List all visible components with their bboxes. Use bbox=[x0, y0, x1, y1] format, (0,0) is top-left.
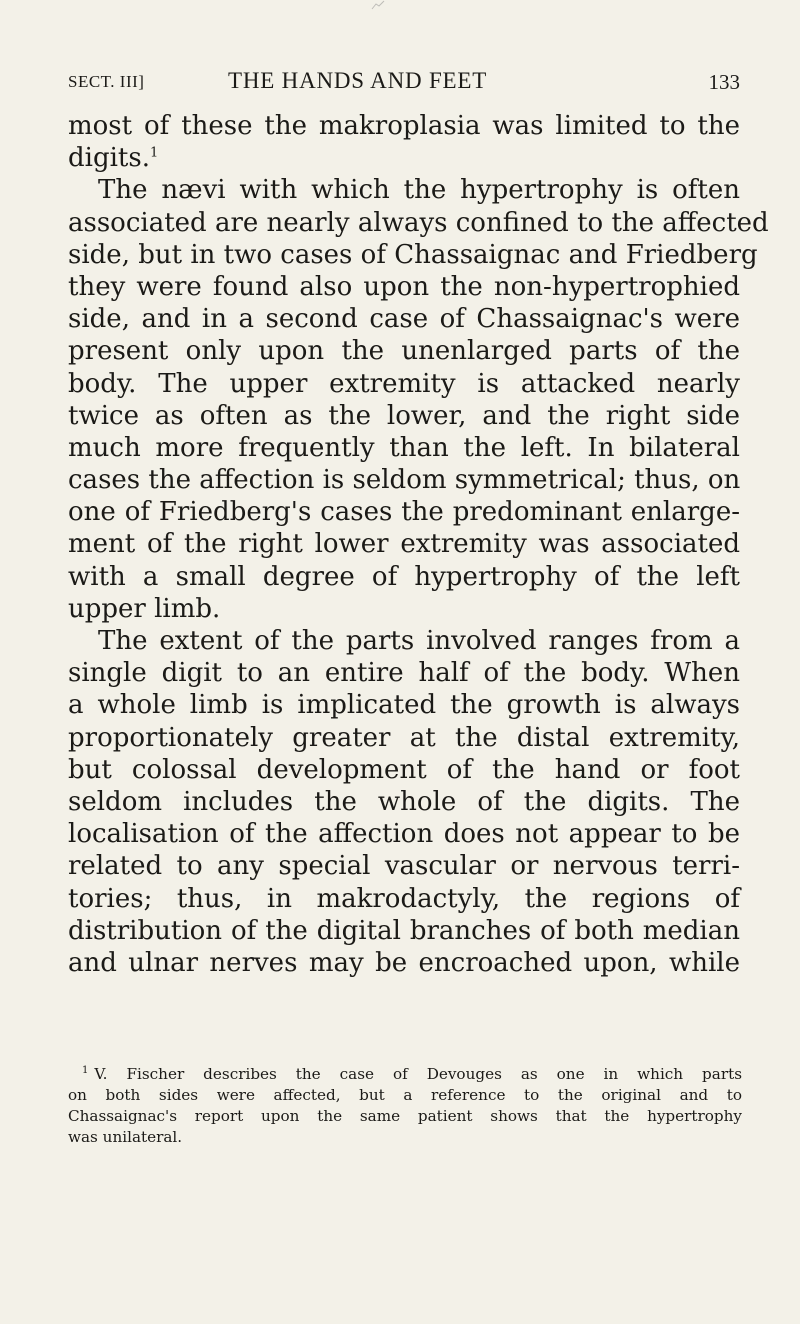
text-line: single digit to an entire half of the body. When bbox=[68, 658, 740, 689]
footnote-marker: 1 bbox=[82, 1064, 89, 1076]
text-line: with a small degree of hypertrophy of the left bbox=[68, 561, 740, 592]
text-line: side, but in two cases of Chassaignac and Friedberg bbox=[68, 239, 758, 270]
body-text bbox=[68, 110, 769, 979]
section-label: SECT. III] bbox=[68, 72, 145, 91]
text-line: they were found also upon the non-hypertrophied bbox=[68, 271, 740, 302]
text-line: distribution of the digital branches of both median bbox=[68, 915, 740, 946]
text-line: ment of the right lower extremity was associated bbox=[68, 529, 740, 560]
text-line: twice as often as the lower, and the right side bbox=[68, 400, 740, 431]
text-line: present only upon the unenlarged parts of the bbox=[68, 336, 740, 367]
text-line: The extent of the parts involved ranges from a bbox=[98, 626, 740, 656]
text-line: cases the affection is seldom symmetrical; thus, on bbox=[68, 465, 741, 496]
text-line: The nævi with which the hypertrophy is often bbox=[98, 175, 740, 206]
footnote-line: was unilateral. bbox=[68, 1128, 183, 1146]
text-line: a whole limb is implicated the growth is always bbox=[68, 690, 740, 721]
footnote-reference: 1 bbox=[149, 145, 159, 161]
text-line bbox=[68, 142, 740, 174]
text-line: localisation of the affection does not appear to be bbox=[68, 819, 740, 850]
ink-speck-mark bbox=[370, 0, 390, 10]
text-line: tories; thus, in makrodactyly, the regions of bbox=[68, 883, 740, 914]
text-line: most of these the makroplasia was limited to the bbox=[68, 111, 740, 141]
text-line: proportionately greater at the distal extremity, bbox=[68, 722, 740, 753]
page-number: 133 bbox=[708, 70, 740, 94]
chapter-title: THE HANDS AND FEET bbox=[228, 68, 488, 93]
footnote-line: on both sides were affected, but a reference to the original and to bbox=[68, 1086, 742, 1104]
text-line: associated are nearly always confined to the affected bbox=[68, 207, 769, 238]
footnote bbox=[68, 1064, 742, 1148]
footnote-line: Chassaignac's report upon the same patient shows that the hypertrophy bbox=[68, 1107, 742, 1125]
text-line: body. The upper extremity is attacked nearly bbox=[68, 368, 740, 399]
text-line: side, and in a second case of Chassaignac's were bbox=[68, 304, 740, 335]
text-line: one of Friedberg's cases the predominant enlarge- bbox=[68, 497, 740, 528]
text-line: related to any special vascular or nervous terri- bbox=[68, 851, 740, 882]
text-segment: digits. bbox=[68, 143, 150, 174]
text-line: and ulnar nerves may be encroached upon, while bbox=[68, 947, 740, 978]
footnote-line bbox=[68, 1064, 742, 1085]
text-line: but colossal development of the hand or foot bbox=[68, 754, 740, 785]
text-line: much more frequently than the left. In bilateral bbox=[68, 432, 740, 463]
footnote-text: V. Fischer describes the case of Devouges as one in which parts bbox=[94, 1065, 742, 1083]
running-head bbox=[68, 66, 748, 100]
text-line: seldom includes the whole of the digits. The bbox=[68, 786, 740, 817]
text-line: upper limb. bbox=[68, 593, 221, 624]
